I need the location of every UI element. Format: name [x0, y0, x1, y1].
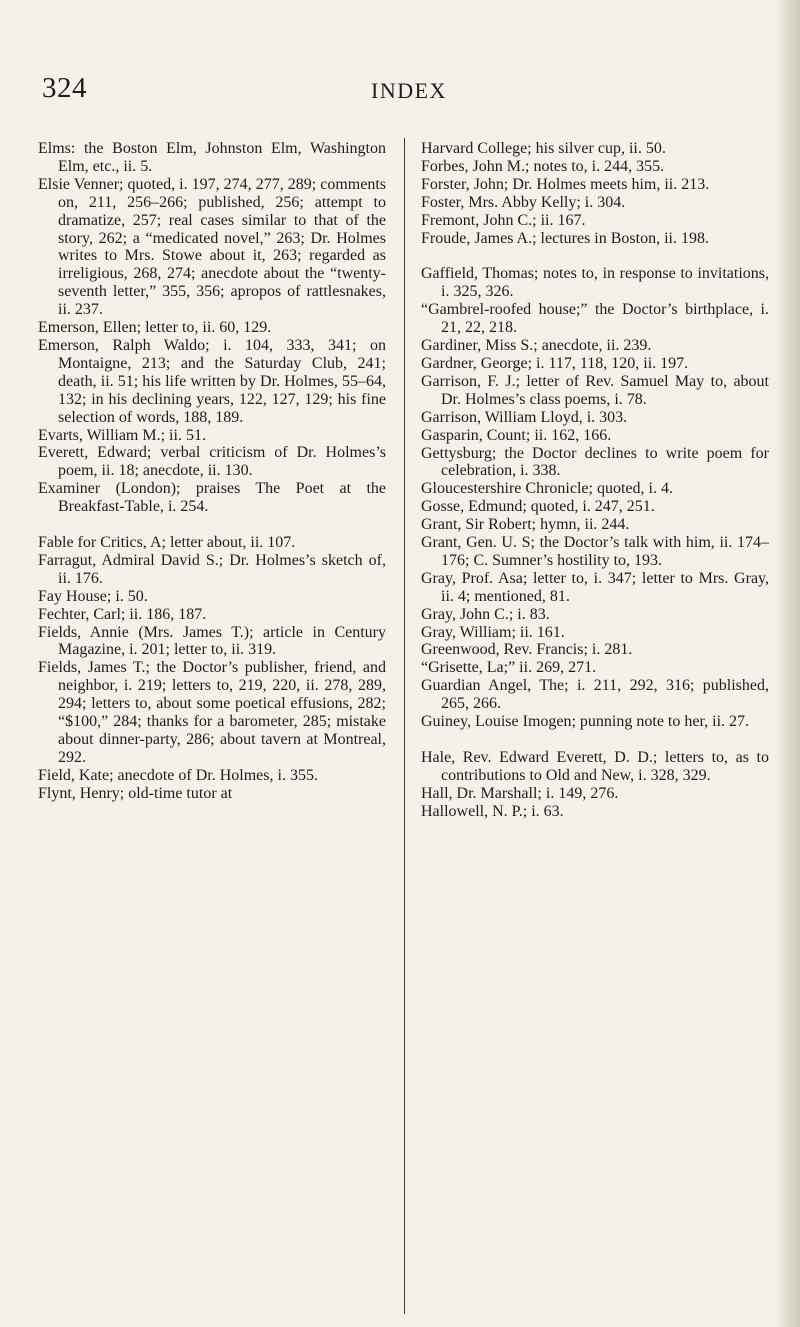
index-entry: Foster, Mrs. Abby Kelly; i. 304. [421, 193, 626, 211]
index-entry: Gray, William; ii. 161. [421, 623, 565, 641]
index-entry: Gardiner, Miss S.; anecdote, ii. 239. [421, 337, 652, 355]
index-entry: Farragut, Admiral David S.; Dr. Holmes’s sketch of, ii. 176. [38, 551, 386, 587]
index-entry: Forster, John; Dr. Holmes meets him, ii. 213. [421, 175, 710, 193]
page-edge-shadow [774, 0, 800, 1327]
index-entry: Guiney, Louise Imogen; punning note to her, ii. 27. [421, 713, 750, 731]
running-head: INDEX [371, 78, 447, 103]
index-entry: Gray, John C.; i. 83. [421, 605, 550, 623]
index-entry: Gray, Prof. Asa; letter to, i. 347; letter to Mrs. Gray, ii. 4; mentioned, 81. [421, 569, 769, 605]
index-entry: “Gambrel-roofed house;” the Doctor’s birthplace, i. 21, 22, 218. [421, 301, 769, 337]
index-entry: Garrison, William Lloyd, i. 303. [421, 408, 628, 426]
index-entry: Fable for Critics, A; letter about, ii. 107. [38, 534, 296, 552]
index-entry: Emerson, Ellen; letter to, ii. 60, 129. [38, 319, 272, 337]
index-column-right [421, 140, 769, 821]
index-entry: Evarts, William M.; ii. 51. [38, 426, 206, 444]
index-entry: Guardian Angel, The; i. 211, 292, 316; published, 265, 266. [421, 677, 769, 713]
index-entry: Elms: the Boston Elm, Johnston Elm, Washington Elm, etc., ii. 5. [38, 140, 386, 175]
index-entry: Forbes, John M.; notes to, i. 244, 355. [421, 157, 665, 175]
index-entry: Fields, James T.; the Doctor’s publisher, friend, and neighbor, i. 219; letters to, 219, 220, ii. 278, 289, 294; letters to, about some poetical effusions, 282; “$100,” 284; thanks for a barometer, 285; mistake about dinner-party, 286; about tavern at Montreal, 292. [38, 659, 386, 766]
index-entry: Greenwood, Rev. Francis; i. 281. [421, 641, 633, 659]
index-entry: Elsie Venner; quoted, i. 197, 274, 277, 289; comments on, 211, 256–266; published, 256; attempt to dramatize, 257; real cases similar to that of the story, 262; a “medicated novel,” 263; Dr. Holmes writes to Mrs. Stowe about it, 263; regarded as irreligious, 268, 274; anecdote about the “twenty-seventh letter,” 355, 356; apropos of rattlesnakes, ii. 237. [38, 175, 386, 319]
index-entry: “Grisette, La;” ii. 269, 271. [421, 659, 597, 677]
page-number: 324 [42, 72, 87, 104]
index-entry: Grant, Gen. U. S; the Doctor’s talk with him, ii. 174–176; C. Sumner’s hostility to, 193. [421, 534, 769, 569]
index-entry: Harvard College; his silver cup, ii. 50. [421, 140, 666, 157]
index-entry: Garrison, F. J.; letter of Rev. Samuel May to, about Dr. Holmes’s class poems, i. 78. [421, 372, 769, 408]
column-divider [404, 138, 405, 1314]
page-header [0, 70, 800, 110]
index-entry: Everett, Edward; verbal criticism of Dr. Holmes’s poem, ii. 18; anecdote, ii. 130. [38, 444, 386, 480]
index-entry: Fechter, Carl; ii. 186, 187. [38, 605, 207, 623]
index-entry: Fay House; i. 50. [38, 587, 148, 605]
index-entry: Hale, Rev. Edward Everett, D. D.; letters to, as to contributions to Old and New, i. 328, 329. [421, 749, 769, 784]
index-column-left [38, 140, 386, 803]
index-entry: Gasparin, Count; ii. 162, 166. [421, 426, 612, 444]
index-entry: Gettysburg; the Doctor declines to write poem for celebration, i. 338. [421, 444, 769, 480]
index-entry: Field, Kate; anecdote of Dr. Holmes, i. 355. [38, 766, 318, 784]
index-entry: Fremont, John C.; ii. 167. [421, 211, 586, 229]
index-entry: Gaffield, Thomas; notes to, in response to invitations, i. 325, 326. [421, 265, 769, 301]
index-entry: Hall, Dr. Marshall; i. 149, 276. [421, 784, 619, 802]
index-entry: Froude, James A.; lectures in Boston, ii. 198. [421, 229, 709, 247]
index-entry: Examiner (London); praises The Poet at the Breakfast-Table, i. 254. [38, 480, 386, 516]
index-entry: Gloucestershire Chronicle; quoted, i. 4. [421, 480, 673, 498]
index-entry: Flynt, Henry; old-time tutor at [38, 784, 233, 802]
index-entry: Gardner, George; i. 117, 118, 120, ii. 197. [421, 354, 689, 372]
index-entry: Fields, Annie (Mrs. James T.); article in Century Magazine, i. 201; letter to, ii. 319. [38, 623, 386, 659]
index-entry: Hallowell, N. P.; i. 63. [421, 802, 564, 820]
index-entry: Grant, Sir Robert; hymn, ii. 244. [421, 516, 630, 534]
index-entry: Emerson, Ralph Waldo; i. 104, 333, 341; on Montaigne, 213; and the Saturday Club, 241; death, ii. 51; his life written by Dr. Holmes, 55–64, 132; in his declining years, 122, 127, 129; his fine selection of words, 188, 189. [38, 336, 386, 426]
index-entry: Gosse, Edmund; quoted, i. 247, 251. [421, 498, 655, 516]
